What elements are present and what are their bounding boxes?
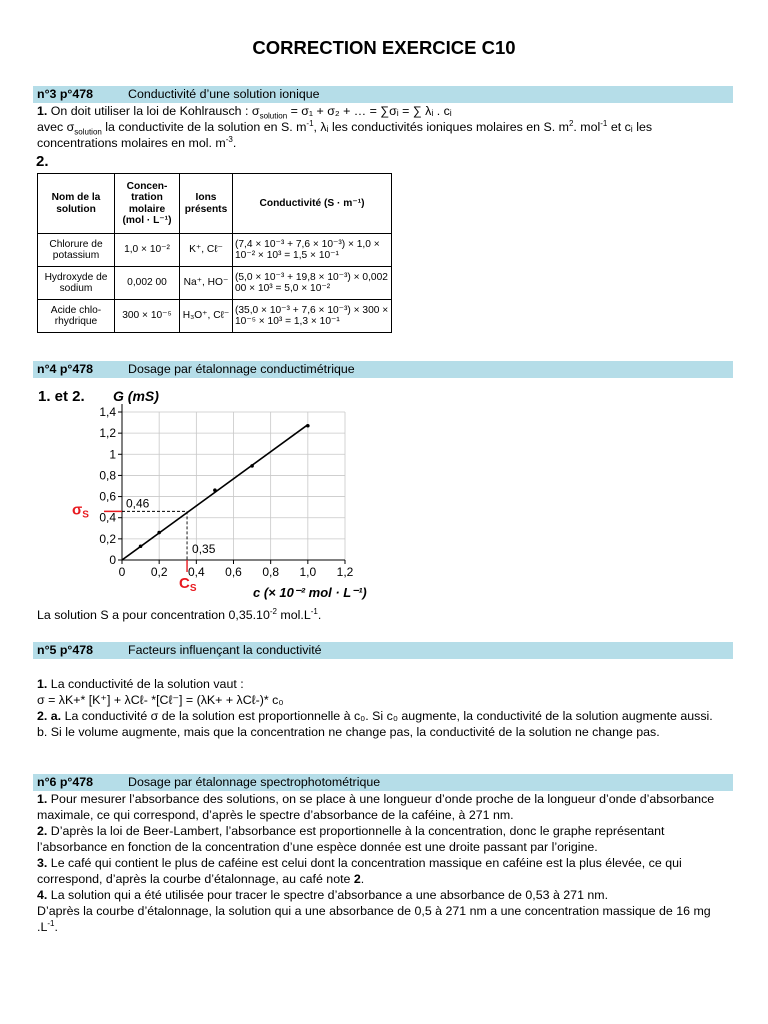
section-header-ex5 — [33, 642, 733, 659]
section-number: n°3 p°478 — [37, 87, 94, 101]
table-cell: Na⁺, HO⁻ — [180, 267, 233, 300]
y-tick-label: 0 — [109, 553, 116, 567]
data-point — [213, 488, 217, 492]
q1-text: , λᵢ les conductivités ioniques molaires en S. m — [313, 120, 569, 134]
data-point — [250, 464, 254, 468]
section-title: Conductivité d’une solution ionique — [128, 87, 320, 101]
conclusion-end: . — [317, 608, 322, 622]
q1-text: concentrations molaires en mol. m — [37, 136, 226, 150]
fit-line — [122, 425, 308, 560]
table-header-row — [38, 174, 392, 234]
superscript: 2 — [568, 118, 574, 128]
y-tick-label: 0,6 — [99, 489, 116, 504]
ex6-paragraph: Pour mesurer l’absorbance des solutions, on se place à une longueur d’onde proche de la longueur d’onde d’absorbance maximale, ce qui correspond, d’après le spectre d’absorbance de la caféine, à 271 nm. — [37, 792, 715, 822]
q1-text: . mol — [573, 120, 601, 134]
x-tick-label: 0,6 — [225, 565, 242, 579]
ex6-paragraph: La solution qui a été utilisée pour tracer le spectre d’absorbance a une absorbance de 0,53 à 271 nm. — [50, 888, 609, 902]
chart-grid — [122, 412, 345, 560]
ex6-body: 1. Pour mesurer l’absorbance des solutions, on se place à une longueur d’onde proche de la longueur d’onde d’absorbance maximale, ce qui correspond, d’après le spectre d’absorbance de la caféine, à 271 nm. 2. D’après la loi de Beer-Lambert, l’absorbance est proportionnelle à la concentration, donc le graphe représentant l’absorbance en fonction de la concentration d’une espèce donnée est une droite passant par l’origine. 3. Le café qui contient le plus de caféine est celui dont la concentration massique en caféine est la plus élevée, ce qui correspond, d’après la courbe d’étalonnage, au café note 2. 4. La solution qui a été utilisée pour tracer le spectre d’absorbance a une absorbance de 0,53 à 271 nm. D’après la courbe d’étalonnage, la solution qui a une absorbance de 0,5 à 271 nm a une concentration massique de 16 mg $.L^{-1}$. — [37, 792, 715, 934]
table-row — [38, 234, 392, 267]
data-point — [157, 531, 161, 535]
superscript: -1 — [47, 918, 55, 928]
x-tick-label: 1,0 — [299, 565, 317, 579]
superscript: -1 — [306, 118, 314, 128]
ex5-formula: σ = λK+* [K⁺] + λCℓ- *[Cℓ⁻] = (λK+ + λCℓ-)* c₀ — [37, 693, 284, 707]
table-header-cell: Conductivité (S · m⁻¹) — [233, 174, 392, 234]
table-header-cell: Ions présents — [180, 174, 233, 234]
calibration-chart — [33, 384, 383, 602]
y-tick-label: 0,8 — [99, 468, 116, 483]
table-header-cell: Concen-tration molaire (mol · L⁻¹) — [115, 174, 180, 234]
cs-label: $C_S$ — [179, 575, 197, 594]
chart-heading: 1. et 2. — [38, 388, 85, 405]
section-header-ex4 — [33, 361, 733, 378]
q1-text: la conductivite de la solution en S. m — [105, 120, 307, 134]
y-tick-label: 1,2 — [99, 426, 116, 441]
ex6-paragraph: Le café qui contient le plus de caféine est celui dont la concentration massique en caféine est la plus élevée, ce qui correspond, d’après la courbe d’étalonnage, au café note — [37, 856, 682, 886]
question-number: 1. — [37, 104, 48, 118]
x-tick-label: 0 — [118, 565, 126, 579]
section-number: n°6 p°478 — [37, 775, 94, 789]
ex5-line: La conductivité σ de la solution est proportionnelle à c₀. Si c₀ augmente, la conductivité de la solution augmente aussi. — [64, 709, 713, 723]
question-number: 2. — [37, 824, 48, 838]
section-title: Dosage par étalonnage conductimétrique — [128, 362, 355, 376]
data-point — [306, 424, 310, 428]
x-tick-label: 1,2 — [336, 565, 354, 579]
table-cell: Acide chlo-rhydrique — [38, 300, 115, 333]
section-number: n°4 p°478 — [37, 362, 94, 376]
conclusion-unit: mol.L — [280, 608, 311, 622]
superscript: -3 — [225, 134, 233, 144]
sigma-subscript: S — [82, 509, 89, 521]
ex4-conclusion — [37, 607, 727, 623]
ex3-question-2-number: 2. — [36, 153, 49, 170]
ex6-paragraph: D’après la loi de Beer-Lambert, l’absorbance est proportionnelle à la concentration, donc le graphe représentant l’absorbance en fonction de la concentration d’une espèce donnée est une droite passant par l’origine. — [37, 824, 665, 854]
q1-text: On doit utiliser la loi de Kohlrausch : σ — [50, 104, 260, 118]
data-point — [139, 544, 143, 548]
superscript: -2 — [269, 606, 277, 616]
table-row — [38, 267, 392, 300]
superscript: -1 — [600, 118, 608, 128]
subscript: solution — [74, 127, 102, 137]
paragraph-end: . — [54, 920, 58, 934]
chart-series — [122, 424, 310, 560]
table-header-cell: Nom de la solution — [38, 174, 115, 234]
superscript: -1 — [310, 606, 318, 616]
chart-ylabel: G (mS) — [113, 388, 159, 404]
section-header-ex3 — [33, 86, 733, 103]
ex5-body — [37, 676, 727, 740]
section-header-ex6 — [33, 774, 733, 791]
ex3-question-1: 1. On doit utiliser la loi de Kohlrausch : $\sigma_{solution} = \sigma_1 + \sigma_2$ + … = ∑σᵢ = ∑ λᵢ . cᵢ avec $\sigma_{solution}$ la conductivite de la solution en S. $m^{-1}$, λᵢ les conductivités ioniques molaires en S. $m^2$. mol$^{-1}$ et cᵢ les concentrations molaires en mol. $m^{-3}$. — [37, 104, 653, 150]
table-cell: (5,0 × 10⁻³ + 19,8 × 10⁻³) × 0,002 00 × 10³ = 5,0 × 10⁻² — [233, 267, 392, 300]
chart-ticks — [99, 405, 353, 579]
table-cell: H₃O⁺, Cℓ⁻ — [180, 300, 233, 333]
ex5-line: b. Si le volume augmente, mais que la concentration ne change pas, la conductivité de la solution ne change pas. — [37, 725, 660, 739]
y-tick-label: 0,2 — [99, 531, 116, 546]
annotation-y-value: 0,46 — [126, 496, 150, 511]
y-tick-label: 1,4 — [99, 405, 116, 419]
section-title: Dosage par étalonnage spectrophotométrique — [128, 775, 381, 789]
question-number: 2. a. — [37, 709, 62, 723]
table-row — [38, 300, 392, 333]
cafe-number: 2 — [353, 872, 361, 886]
y-tick-label: 0,4 — [99, 510, 116, 525]
x-tick-label: 0,8 — [262, 565, 280, 579]
x-tick-label: 0,4 — [187, 565, 205, 579]
y-tick-label: 1 — [109, 447, 116, 462]
x-tick-label: 0,2 — [150, 565, 168, 579]
conductivity-table — [37, 173, 392, 333]
question-number: 1. — [37, 677, 48, 691]
ex6-paragraph: D’après la courbe d’étalonnage, la solution qui a une absorbance de 0,5 à 271 nm a une concentration massique de 16 mg .L — [37, 904, 711, 934]
cs-subscript: S — [189, 583, 197, 594]
section-number: n°5 p°478 — [37, 643, 94, 657]
table-cell: 1,0 × 10⁻² — [115, 234, 180, 267]
page-title: CORRECTION EXERCICE C10 — [252, 37, 516, 58]
question-number: 3. — [37, 856, 48, 870]
table-cell: (35,0 × 10⁻³ + 7,6 × 10⁻³) × 300 × 10⁻⁵ × 10³ = 1,3 × 10⁻¹ — [233, 300, 392, 333]
conclusion-text: La solution S a pour concentration 0,35.10 — [37, 608, 270, 622]
question-number: 1. — [37, 792, 48, 806]
subscript: solution — [259, 111, 288, 121]
table-cell: K⁺, Cℓ⁻ — [180, 234, 233, 267]
question-number: 4. — [37, 888, 48, 902]
table-cell: Chlorure de potassium — [38, 234, 115, 267]
annotation-x-value: 0,35 — [192, 542, 216, 556]
sigma-label: $\sigma_S$ — [72, 501, 89, 521]
q1-text: avec σ — [37, 120, 75, 134]
table-cell: 300 × 10⁻⁵ — [115, 300, 180, 333]
table-cell: 0,002 00 — [115, 267, 180, 300]
table-cell: Hydroxyde de sodium — [38, 267, 115, 300]
section-title: Facteurs influençant la conductivité — [128, 643, 322, 657]
kohlrausch-formula: = σ₁ + σ₂ + … = ∑σᵢ = ∑ λᵢ . cᵢ — [290, 104, 452, 118]
q1-text: et cᵢ les — [610, 120, 653, 134]
chart-xlabel: c (× 10⁻² mol · L⁻¹) — [253, 585, 367, 600]
table-cell: (7,4 × 10⁻³ + 7,6 × 10⁻³) × 1,0 × 10⁻² × 10³ = 1,5 × 10⁻¹ — [233, 234, 392, 267]
ex5-line: La conductivité de la solution vaut : — [50, 677, 244, 691]
chart-annotations — [72, 496, 216, 594]
